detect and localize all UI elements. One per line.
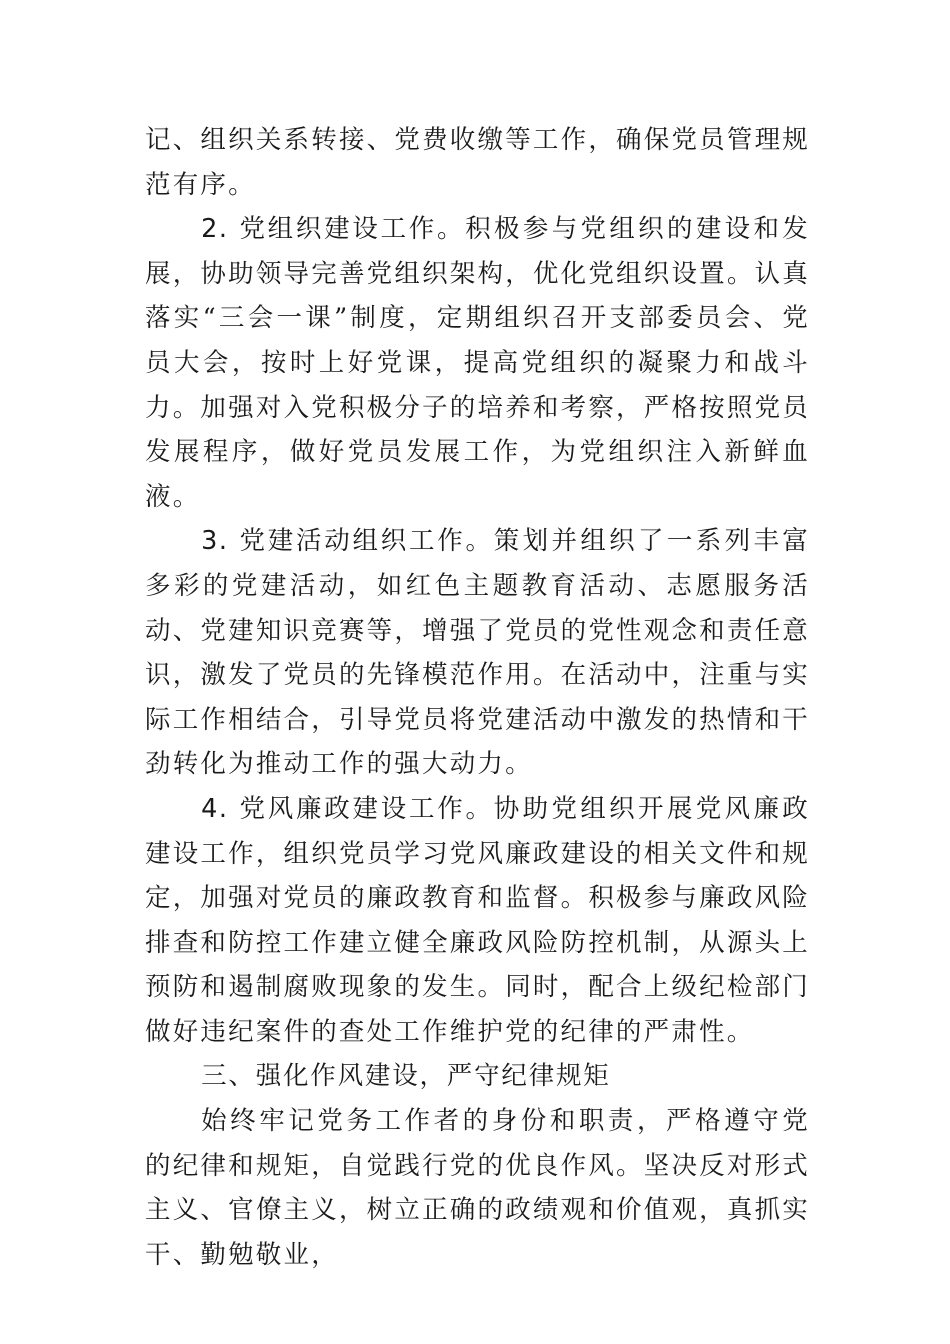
paragraph-text: 积极参与党组织的建设和发展，协助领导完善党组织架构，优化党组织设置。认真落实“三会一课”制度，定期组织召开支部委员会、党员大会，按时上好党课，提高党组织的凝聚力和战斗力。加强对入党积极分子的培养和考察，严格按照党员发展程序，做好党员发展工作，为党组织注入新鲜血液。 bbox=[145, 214, 810, 512]
paragraph-lead: 4. 党风廉政建设工作。 bbox=[201, 793, 494, 824]
section-heading: 三、强化作风建设，严守纪律规矩 bbox=[201, 1061, 611, 1092]
party-activities-paragraph bbox=[145, 519, 810, 787]
paragraph-lead: 2. 党组织建设工作。 bbox=[201, 214, 466, 245]
paragraph-text: 记、组织关系转接、党费收缴等工作，确保党员管理规范有序。 bbox=[145, 125, 810, 200]
continuation-paragraph bbox=[145, 118, 810, 207]
paragraph-text: 协助党组织开展党风廉政建设工作，组织党员学习党风廉政建设的相关文件和规定，加强对党员的廉政教育和监督。积极参与廉政风险排查和防控工作建立健全廉政风险防控机制，从源头上预防和遏制腐败现象的发生。同时，配合上级纪检部门做好违纪案件的查处工作维护党的纪律的严肃性。 bbox=[145, 793, 810, 1047]
paragraph-lead: 3. 党建活动组织工作。 bbox=[201, 526, 494, 557]
integrity-paragraph bbox=[145, 787, 810, 1055]
document-page bbox=[145, 118, 810, 1277]
paragraph-text: 策划并组织了一系列丰富多彩的党建活动，如红色主题教育活动、志愿服务活动、党建知识竞赛等，增强了党员的党性观念和责任意识，激发了党员的先锋模范作用。在活动中，注重与实际工作相结合，引导党员将党建活动中激发的热情和干劲转化为推动工作的强大动力。 bbox=[145, 526, 810, 780]
party-organization-paragraph bbox=[145, 207, 810, 519]
final-paragraph: 始终牢记党务工作者的身份和职责，严格遵守党的纪律和规矩，自觉践行党的优良作风。坚决反对形式主义、官僚主义，树立正确的政绩观和价值观，真抓实干、勤勉敬业， bbox=[145, 1106, 810, 1270]
